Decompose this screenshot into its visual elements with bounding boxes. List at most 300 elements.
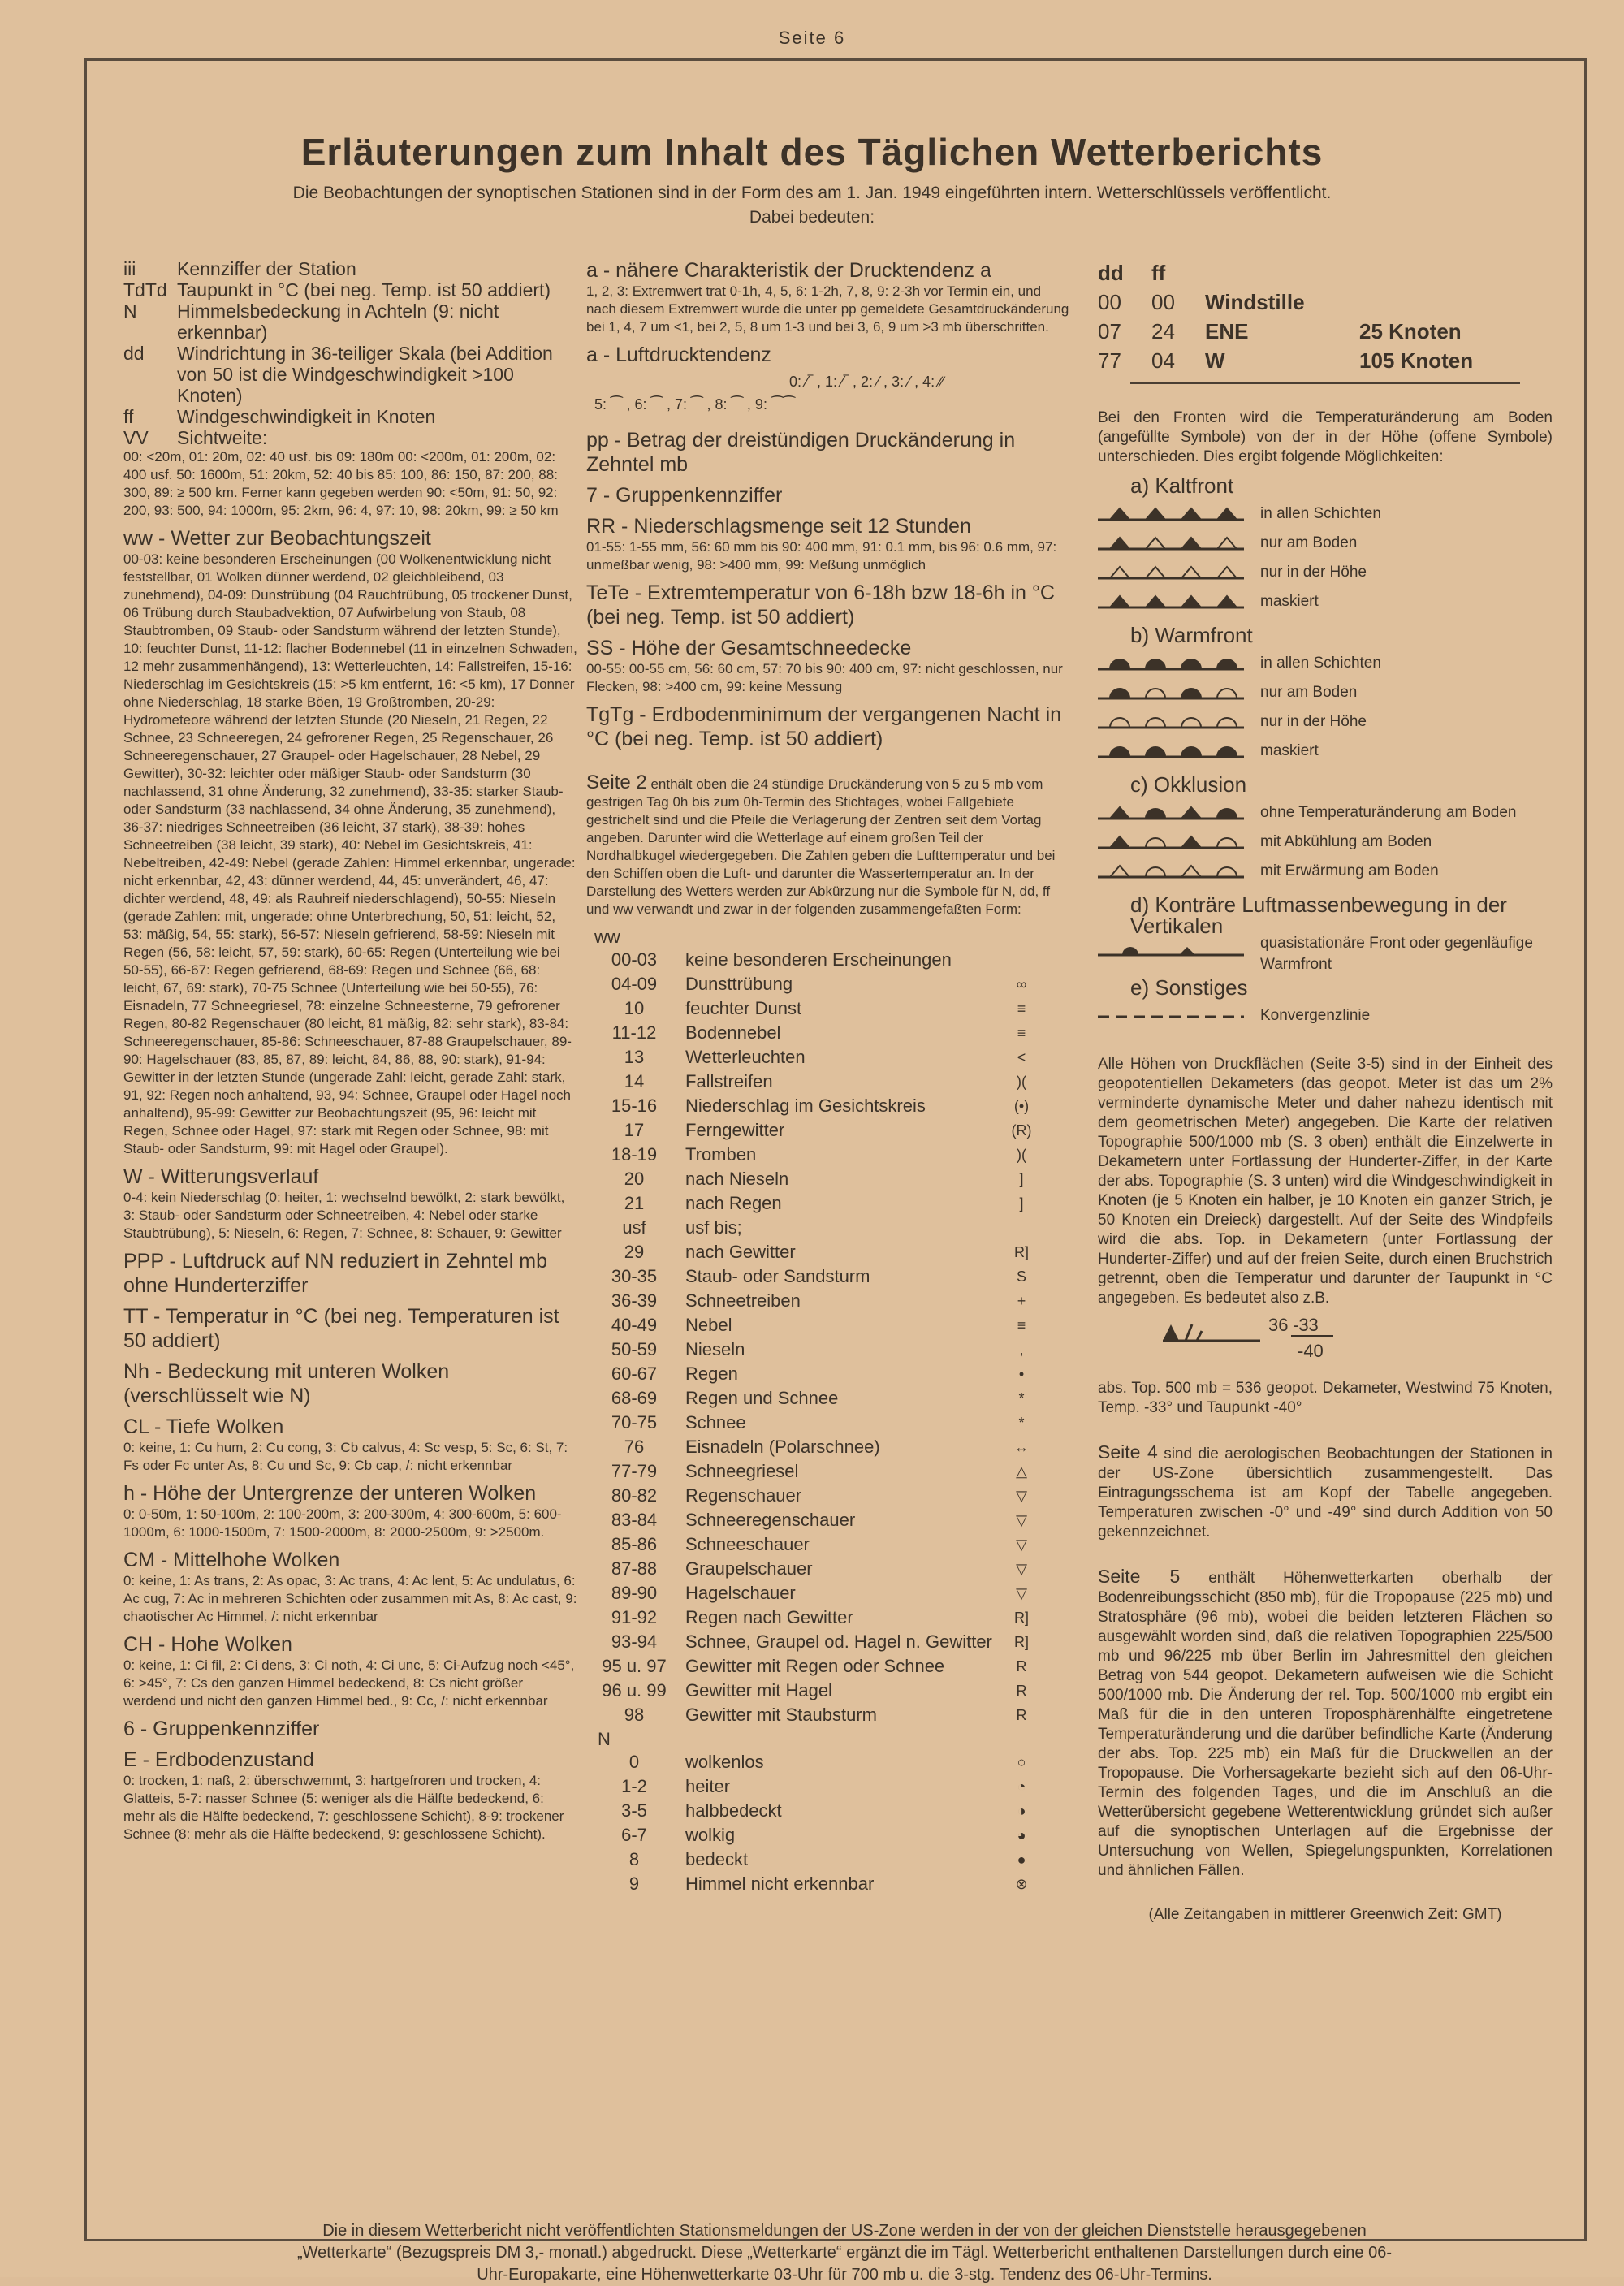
table-row <box>586 1703 1041 1727</box>
code-cell: 60-67 <box>611 1363 658 1384</box>
code-cell: 3-5 <box>621 1800 647 1821</box>
meaning-cell: bedeckt <box>685 1849 749 1869</box>
code-desc: Windrichtung in 36-teiliger Skala (bei Addition von 50 ist die Windgeschwindigkeit >100 Knoten) <box>177 343 553 406</box>
example-minus40: -40 <box>1298 1341 1324 1361</box>
table-row <box>586 1847 1041 1872</box>
kontraer-heading: d) Konträre Luftmassenbewegung in der Vertikalen <box>1130 892 1507 938</box>
symbol-cell: ≡ <box>1017 1025 1026 1041</box>
w-heading: W - Witterungsverlauf <box>123 1165 319 1188</box>
front-row <box>1098 828 1553 857</box>
n-label: N <box>598 1729 611 1749</box>
code-desc: Kennziffer der Station <box>177 258 356 279</box>
table-row <box>586 1337 1041 1362</box>
table-row <box>586 1240 1041 1264</box>
middle-column <box>586 258 1073 1896</box>
code-key: TdTd <box>123 279 167 300</box>
meaning-cell: Fallstreifen <box>685 1071 773 1091</box>
front-row <box>1098 857 1553 886</box>
front-label: nur in der Höhe <box>1260 713 1367 730</box>
table-row <box>586 1021 1041 1045</box>
w-head: Witterungsverlauf <box>160 1165 319 1188</box>
code-cell: 95 u. 97 <box>602 1656 667 1676</box>
front-row <box>1098 558 1553 587</box>
meaning-cell: heiter <box>685 1776 731 1796</box>
seven-text: Gruppenkennziffer <box>615 484 783 507</box>
code-cell: 10 <box>624 998 645 1018</box>
meaning-cell: Schnee <box>685 1412 746 1433</box>
ff-head: ff <box>1151 261 1166 285</box>
front-label: nur in der Höhe <box>1260 564 1367 581</box>
dd-cell: 77 <box>1098 348 1121 373</box>
ppp-heading: PPP - Luftdruck auf NN reduziert in Zehntel mb ohne Hunderterziffer <box>123 1250 548 1297</box>
meaning-cell: halbbedeckt <box>685 1800 782 1821</box>
table-row <box>586 1191 1041 1216</box>
code-desc: Taupunkt in °C (bei neg. Temp. ist 50 addiert) <box>177 279 551 300</box>
dd-cell: 07 <box>1098 319 1121 344</box>
a-text: 1, 2, 3: Extremwert trat 0-1h, 4, 5, 6: 1-2h, 7, 8, 9: 2-3h vor Termin ein, und nach diesem Extremwert wurde die unter pp gemeldete Gesamtdruckänderung bei 1, 4, 7 um <1, bei 2, 5, 8 um 1-3 und bei 3, 6, 9 um >3 mb überschritten. <box>586 283 1069 335</box>
symbol-cell: R] <box>1014 1244 1029 1260</box>
code-cell: 89-90 <box>611 1583 658 1603</box>
ww-label: ww <box>594 927 620 947</box>
code-cell: 85-86 <box>611 1534 658 1554</box>
code-cell: 14 <box>624 1071 645 1091</box>
code-cell: 21 <box>624 1193 645 1213</box>
meaning-cell: Ferngewitter <box>685 1120 785 1140</box>
front-row <box>1098 798 1553 828</box>
symbol-cell <box>1002 948 1041 972</box>
code-cell: 6-7 <box>621 1825 647 1845</box>
tt-heading: TT - Temperatur in °C (bei neg. Temperaturen ist 50 addiert) <box>123 1305 559 1352</box>
code-key: iii <box>123 258 136 279</box>
front-symbol <box>1098 741 1244 762</box>
meaning-cell: Regen <box>685 1363 738 1384</box>
meaning-cell: Eisnadeln (Polarschnee) <box>685 1437 880 1457</box>
symbol-cell: < <box>1017 1049 1026 1065</box>
code-cell: 13 <box>624 1047 645 1067</box>
code-cell: 9 <box>628 1873 640 1894</box>
table-row <box>586 1750 1041 1774</box>
konvergenz-row <box>1098 1001 1553 1031</box>
nh-text: Bedeckung mit unteren Wolken (verschlüsselt wie N) <box>123 1360 450 1407</box>
divider <box>1130 382 1520 384</box>
code-cell: 11-12 <box>611 1022 657 1043</box>
meaning-cell: Schneetreiben <box>685 1290 801 1311</box>
front-symbol <box>1098 533 1244 554</box>
symbol-cell: △ <box>1016 1463 1027 1480</box>
a-sym-head: Luftdrucktendenz <box>615 344 771 366</box>
okklusion-list <box>1098 798 1553 886</box>
table-row <box>586 1386 1041 1411</box>
symbol-cell: (R) <box>1011 1122 1032 1139</box>
code-cell: 50-59 <box>611 1339 658 1359</box>
pressure-tendency-symbols <box>586 367 1041 416</box>
ppp-text: Luftdruck auf NN reduziert in Zehntel mb ohne Hunderterziffer <box>123 1250 548 1297</box>
front-symbol <box>1098 653 1244 674</box>
code-cell: 76 <box>624 1437 645 1457</box>
table-row <box>586 1045 1041 1070</box>
symbol-cell: ≡ <box>1017 1000 1026 1017</box>
e-head: Erdbodenzustand <box>154 1748 314 1771</box>
table-row <box>586 1313 1041 1337</box>
example-36: 36 <box>1268 1315 1289 1335</box>
table-row <box>586 1070 1041 1094</box>
code-desc: Himmelsbedeckung in Achteln (9: nicht erkennbar) <box>177 300 499 343</box>
front-symbol <box>1098 711 1244 732</box>
symbol-cell: ◕ <box>1017 1827 1026 1843</box>
tgtg-text: Erdbodenminimum der vergangenen Nacht in °C (bei neg. Temp. ist 50 addiert) <box>586 703 1062 750</box>
meaning-cell: Regen nach Gewitter <box>685 1607 853 1627</box>
table-row <box>586 1679 1041 1703</box>
hoehen-text: Alle Höhen von Druckflächen (Seite 3-5) sind in der Einheit des geopotentiellen Dekameters (das geopot. Meter ist das um 2% verminderte dynamische Meter und daher nahezu identisch mit dem geometrischen Meter) angegeben. Die Karte der relativen Topographie 500/1000 mb (S. 3 oben) enthält die Einzelwerte in Dekametern unter Fortlassung der Hunderter-Ziffer, in der Karte der abs. Topographie (S. 3 unten) wird die Windgeschwindigkeit in Knoten (je 5 Knoten ein halber, je 10 Knoten ein ganzer Strich, je 50 Knoten ein Dreieck) dargestellt. Auf der Seite des Windpfeils wird die abs. Top. in Dekametern (unter Fortlassung der Hunderter-Ziffer) und auf der freien Seite, durch einen Bruchstrich getrennt, oben die Temperatur und darunter der Taupunkt in °C angegeben. Es bedeutet also z.B. <box>1098 1056 1553 1307</box>
seite4-head: Seite 4 <box>1098 1441 1158 1463</box>
symbol-cell: * <box>1018 1415 1025 1431</box>
meaning-cell: Niederschlag im Gesichtskreis <box>685 1095 926 1116</box>
meaning-cell: Regenschauer <box>685 1485 802 1506</box>
tgtg-heading: TgTg - Erdbodenminimum der vergangenen Nacht in °C (bei neg. Temp. ist 50 addiert) <box>586 703 1062 750</box>
seite4-paragraph <box>1098 1442 1553 1542</box>
table-row <box>586 1167 1041 1191</box>
meaning-cell: usf bis; <box>685 1217 742 1238</box>
table-row <box>586 1362 1041 1386</box>
symbol-cell: R <box>1016 1658 1027 1675</box>
symbol-cell: R <box>1016 1707 1027 1723</box>
tete-heading: TeTe - Extremtemperatur von 6-18h bzw 18-6h in °C (bei neg. Temp. ist 50 addiert) <box>586 581 1055 629</box>
symbol-cell: (•) <box>1013 1098 1030 1114</box>
gmt-note: (Alle Zeitangaben in mittlerer Greenwich Zeit: GMT) <box>1148 1906 1502 1923</box>
ww-table <box>586 948 1041 1727</box>
rr-heading: RR - Niederschlagsmenge seit 12 Stunden <box>586 515 971 538</box>
meaning-cell: nach Nieseln <box>685 1169 789 1189</box>
meaning-cell: Regen und Schnee <box>685 1388 839 1408</box>
meaning-cell: Schnee, Graupel od. Hagel n. Gewitter <box>685 1631 992 1652</box>
meaning-cell: Dunsttrübung <box>685 974 793 994</box>
front-row <box>1098 737 1553 766</box>
code-cell: 77-79 <box>611 1461 658 1481</box>
table-row <box>586 1411 1041 1435</box>
front-symbol <box>1098 832 1244 853</box>
symbol-cell: , <box>1019 1342 1024 1358</box>
symbol-cell: ] <box>1019 1195 1024 1212</box>
code-cell: 0 <box>628 1752 640 1772</box>
table-row <box>586 1459 1041 1484</box>
front-row <box>1098 678 1553 707</box>
pp-text: Betrag der dreistündigen Druckänderung in Zehntel mb <box>586 429 1016 476</box>
h-text: 0: 0-50m, 1: 50-100m, 2: 100-200m, 3: 200-300m, 4: 300-600m, 5: 600-1000m, 6: 1000-1500m, 7: 1500-2000m, 8: 2000-2500m, 9: >2500m. <box>123 1506 562 1540</box>
code-cell: 70-75 <box>611 1412 658 1433</box>
cm-heading: CM - Mittelhohe Wolken <box>123 1549 340 1571</box>
code-key: dd <box>123 343 145 364</box>
code-cell: usf <box>622 1217 646 1238</box>
meaning-cell: Graupelschauer <box>685 1558 813 1579</box>
dd-cell: 105 Knoten <box>1359 348 1474 373</box>
kaltfront-heading: a) Kaltfront <box>1130 473 1234 498</box>
warmfront-heading: b) Warmfront <box>1130 623 1253 647</box>
h-heading: h - Höhe der Untergrenze der unteren Wolken <box>123 1482 537 1505</box>
symbol-cell: ▽ <box>1016 1488 1027 1504</box>
code-key: ff <box>123 406 134 427</box>
table-row <box>586 948 1041 972</box>
symbol-cell: ↔ <box>1014 1439 1029 1455</box>
table-row <box>586 1289 1041 1313</box>
symbol-cell: ▽ <box>1016 1585 1027 1601</box>
fronts-intro: Bei den Fronten wird die Temperaturänderung am Boden (angefüllte Symbole) von der in der Höhe (offene Symbole) unterschieden. Dies ergibt folgende Möglichkeiten: <box>1098 409 1553 465</box>
code-row <box>123 427 578 448</box>
meaning-cell: Schneeregenschauer <box>685 1510 856 1530</box>
table-row <box>586 1823 1041 1847</box>
meaning-cell: feuchter Dunst <box>685 998 802 1018</box>
e-heading: E - Erdbodenzustand <box>123 1748 314 1771</box>
front-label: maskiert <box>1260 593 1319 610</box>
konvergenz-symbol <box>1098 1005 1244 1026</box>
table-row <box>586 1872 1041 1896</box>
table-row <box>586 1508 1041 1532</box>
example-minus33: -33 <box>1293 1315 1319 1335</box>
table-row <box>586 1799 1041 1823</box>
front-label: ohne Temperaturänderung am Boden <box>1260 804 1517 821</box>
symbol-cell: ○ <box>1017 1754 1026 1770</box>
code-row <box>123 258 578 279</box>
front-row <box>1098 529 1553 558</box>
code-list <box>123 258 578 448</box>
quasi-front-label: quasistationäre Front oder gegenläufige Warmfront <box>1260 935 1533 973</box>
ss-head: Höhe der Gesamtschneedecke <box>631 637 912 659</box>
front-label: in allen Schichten <box>1260 505 1381 522</box>
symbol-cell: ≡ <box>1017 1317 1026 1333</box>
symbol-cell: ∞ <box>1016 976 1027 992</box>
code-cell: 18-19 <box>611 1144 658 1165</box>
meaning-cell: Tromben <box>685 1144 757 1165</box>
front-row <box>1098 707 1553 737</box>
code-cell: 83-84 <box>611 1510 658 1530</box>
table-row <box>586 1630 1041 1654</box>
front-symbol <box>1098 503 1244 525</box>
symbol-cell: )( <box>1017 1147 1026 1163</box>
h-head: Höhe der Untergrenze der unteren Wolken <box>153 1482 537 1505</box>
code-cell: 93-94 <box>611 1631 658 1652</box>
symbol-cell: ● <box>1017 1852 1026 1868</box>
seite2-text: enthält oben die 24 stündige Druckänderung von 5 zu 5 mb vom gestrigen Tag 0h bis zum 0h-Termin des Stichtages, wobei Fallgebiete gestrichelt sind und die Pfeile die Verlagerung der Zentren seit dem Vortag angeben. Darunter wird die Wetterlage auf einem großen Teil der Nordhalbkugel wiedergegeben. Die Zahlen geben die Lufttemperatur und bei den Schiffen oben die Luft- und darunter die Wassertemperatur an. In der Darstellung des Wetters werden zur Abkürzung nur die Symbole für N, dd, ff und ww verwandt und zwar in der folgenden zusammengefaßten Form: <box>586 776 1056 917</box>
meaning-cell: wolkenlos <box>685 1752 764 1772</box>
konvergenz-label: Konvergenzlinie <box>1260 1007 1371 1024</box>
front-symbol <box>1098 802 1244 823</box>
code-row <box>123 343 578 406</box>
code-cell: 8 <box>628 1849 640 1869</box>
symbol-cell: • <box>1018 1366 1025 1382</box>
symbol-cell: R <box>1016 1683 1027 1699</box>
front-row <box>1098 499 1553 529</box>
intro-line-2: Dabei bedeuten: <box>749 208 875 227</box>
meaning-cell: Himmel nicht erkennbar <box>685 1873 875 1894</box>
cl-text: 0: keine, 1: Cu hum, 2: Cu cong, 3: Cb calvus, 4: Sc vesp, 5: Sc, 6: St, 7: Fs oder Fc unter As, 8: Cu und Sc, 9: Cb cap, /: nicht erkennbar <box>123 1440 568 1473</box>
meaning-cell: Nebel <box>685 1315 732 1335</box>
table-row <box>586 972 1041 996</box>
dd-cell: 00 <box>1151 290 1175 314</box>
ww-head: Wetter zur Beobachtungszeit <box>171 527 431 550</box>
symbol-cell: ▽ <box>1016 1536 1027 1553</box>
cl-heading: CL - Tiefe Wolken <box>123 1415 284 1438</box>
symbol-cell: R] <box>1014 1634 1029 1650</box>
cm-text: 0: keine, 1: As trans, 2: As opac, 3: Ac trans, 4: Ac lent, 5: Ac undulatus, 6: Ac cug, 7: Ac in mehreren Schichten oder zusammen mit As, 8: Ac cast, 9: chaotischer Ac Himmel, /: nicht erkennbar <box>123 1573 577 1624</box>
meaning-cell: Bodennebel <box>685 1022 781 1043</box>
table-row <box>586 1118 1041 1143</box>
symbol-cell <box>1002 1216 1041 1240</box>
e-text: 0: trocken, 1: naß, 2: überschwemmt, 3: hartgefroren und trocken, 4: Glatteis, 5-7: nasser Schnee (5: weniger als die Hälfte bedeckend, 6: mehr als die Hälfte bedeckend, 7: geschlossene Schicht), 8-9: trockener Schnee (8: mehr als die Hälfte bedeckend, 9: geschlossene Schicht). <box>123 1773 564 1842</box>
front-row <box>1098 587 1553 616</box>
svg-text:5: ⁀ , 6: ⁀ , 7: ⁀ , 8: ⁀ , 9:: 5: ⁀ , 6: ⁀ , 7: ⁀ , 8: ⁀ , 9: ⁀⁀ <box>594 396 795 413</box>
symbol-cell: ◔ <box>1017 1778 1026 1795</box>
seite2-paragraph <box>586 771 1073 918</box>
table-row <box>586 1094 1041 1118</box>
front-label: mit Erwärmung am Boden <box>1260 862 1439 879</box>
meaning-cell: Schneeschauer <box>685 1534 810 1554</box>
meaning-cell: nach Gewitter <box>685 1242 796 1262</box>
svg-text:0: ⁄‾ , 1: ⁄‾ , 2: ⁄ , 3: ⁄ ,: 0: ⁄‾ , 1: ⁄‾ , 2: ⁄ , 3: ⁄ , 4: ∕∕ <box>789 374 944 390</box>
ch-text: 0: keine, 1: Ci fil, 2: Ci dens, 3: Ci noth, 4: Ci unc, 5: Ci-Aufzug noch <45°, 6: >45°, 7: Cs den ganzen Himmel bedeckend, 8: Cs nicht größer werdend und nicht den ganzen Himmel bed., 9: Cc, /: nicht erkennbar <box>123 1657 575 1709</box>
front-label: nur am Boden <box>1260 684 1358 701</box>
front-symbol <box>1098 682 1244 703</box>
front-symbol <box>1098 562 1244 583</box>
page-title: Erläuterungen zum Inhalt des Täglichen Wetterberichts <box>300 131 1324 173</box>
table-row <box>586 1532 1041 1557</box>
table-row <box>586 996 1041 1021</box>
table-row <box>586 1581 1041 1605</box>
code-desc: Windgeschwindigkeit in Knoten <box>177 406 436 427</box>
kaltfront-list <box>1098 499 1553 616</box>
table-row <box>586 1216 1041 1240</box>
meaning-cell: keine besonderen Erscheinungen <box>685 949 952 970</box>
code-cell: 87-88 <box>611 1558 658 1579</box>
dd-ff-table <box>1098 258 1553 375</box>
code-cell: 68-69 <box>611 1388 658 1408</box>
vv-text: 00: <20m, 01: 20m, 02: 40 usf. bis 09: 180m 00: <200m, 01: 200m, 02: 400 usf. 50: 1600m, 51: 20km, 52: 40 bis 85: 100, 86: 150, 87: 200, 88: 300, 89: ≥ 500 km. Ferner kann gegeben werden 90: <50m, 91: 50, 92: 200, 93: 500, 94: 1000m, 95: 2km, 96: 4, 97: 10, 98: 20km, 99: ≥ 50 km <box>123 449 559 518</box>
code-row <box>123 300 578 343</box>
right-column <box>1098 258 1553 1925</box>
seite5-head: Seite 5 <box>1098 1566 1181 1587</box>
wind-example-symbol <box>1147 1308 1439 1373</box>
table-row <box>586 1654 1041 1679</box>
table-row <box>586 1484 1041 1508</box>
meaning-cell: Gewitter mit Hagel <box>685 1680 832 1700</box>
code-row <box>123 406 578 427</box>
table-row <box>586 1264 1041 1289</box>
code-desc: Sichtweite: <box>177 427 268 448</box>
six-text: Gruppenkennziffer <box>153 1718 320 1740</box>
dd-cell: 04 <box>1151 348 1175 373</box>
warmfront-list <box>1098 649 1553 766</box>
dd-cell: Windstille <box>1205 290 1305 314</box>
a-sym-heading: a - Luftdrucktendenz <box>586 344 771 366</box>
front-symbol <box>1098 591 1244 612</box>
front-label: maskiert <box>1260 742 1319 759</box>
rr-head: Niederschlagsmenge seit 12 Stunden <box>633 515 971 538</box>
table-row <box>586 1605 1041 1630</box>
sonstiges-heading: e) Sonstiges <box>1130 975 1248 1000</box>
meaning-cell: Hagelschauer <box>685 1583 796 1603</box>
code-cell: 00-03 <box>611 949 658 970</box>
symbol-cell: )( <box>1017 1074 1026 1090</box>
code-cell: 30-35 <box>611 1266 658 1286</box>
code-cell: 80-82 <box>611 1485 658 1506</box>
seite5-text: enthält Höhenwetterkarten oberhalb der Bodenreibungsschicht (850 mb), für die Tropopause (225 mb) und Stratosphäre (96 mb), wobei die beiden letzteren Flächen so ausgewählt worden sind, daß die relativen Topographien 225/500 mb und 96/225 mb über Berlin im Jahresmittel den gleichen Betrag von 544 geopot. Dekametern aufweisen wie die Schicht 500/1000 mb. Die Änderung der rel. Top. 500/1000 mb ergibt ein Maß für die in den unteren Troposphärenhälfte eingetretene Temperaturänderung und die darüber befindliche Karte (Änderung der abs. Top. 225 mb) ein Maß für die Druckwellen an der Tropopause. Die Vorhersagekarte bezieht sich auf den 06-Uhr-Termin des folgenden Tages, und die im Anschluß an die Wetterübersicht gegebene Wetterentwicklung gründet sich außer auf die synoptischen Unterlagen auf die Ergebnisse der Untersuchung von Wellen, Spiegelungspunkten, Korrelationen und ähnlichen Fällen. <box>1098 1570 1553 1879</box>
page-number: Seite 6 <box>778 28 846 48</box>
ss-text: 00-55: 00-55 cm, 56: 60 cm, 57: 70 bis 90: 400 cm, 97: nicht geschlossen, nur Flecken, 98: >400 cm, 99: keine Messung <box>586 661 1063 694</box>
front-row <box>1098 649 1553 678</box>
example-text: abs. Top. 500 mb = 536 geopot. Dekameter, Westwind 75 Knoten, Temp. -33° und Taupunkt -40° <box>1098 1380 1553 1416</box>
dd-cell: 25 Knoten <box>1359 319 1462 344</box>
tt-text: Temperatur in °C (bei neg. Temperaturen ist 50 addiert) <box>123 1305 559 1352</box>
seven-heading: 7 - Gruppenkennziffer <box>586 484 783 507</box>
dd-head: dd <box>1098 261 1124 285</box>
symbol-cell: + <box>1017 1293 1026 1309</box>
pp-heading: pp - Betrag der dreistündigen Druckänderung in Zehntel mb <box>586 429 1016 476</box>
symbol-cell: ▽ <box>1016 1512 1027 1528</box>
symbol-cell: ⊗ <box>1015 1876 1028 1892</box>
dd-cell: 24 <box>1151 319 1175 344</box>
cl-head: Tiefe Wolken <box>166 1415 284 1438</box>
tete-text: Extremtemperatur von 6-18h bzw 18-6h in °C (bei neg. Temp. ist 50 addiert) <box>586 581 1055 629</box>
ww-heading: ww - Wetter zur Beobachtungszeit <box>123 527 431 550</box>
ss-heading: SS - Höhe der Gesamtschneedecke <box>586 637 912 659</box>
dd-cell: W <box>1205 348 1225 373</box>
meaning-cell: Schneegriesel <box>685 1461 799 1481</box>
code-cell: 91-92 <box>611 1607 658 1627</box>
w-text: 0-4: kein Niederschlag (0: heiter, 1: wechselnd bewölkt, 2: stark bewölkt, 3: Staub- oder Sandsturm oder Schneetreiben, 4: Nebel oder starke Staubtrübung), 5: Nieseln, 6: Regen, 7: Schnee, 8: Schauer, 9: Gewitter <box>123 1190 565 1241</box>
symbol-cell: S <box>1016 1268 1026 1285</box>
table-row <box>586 1435 1041 1459</box>
symbol-cell: ▽ <box>1016 1561 1027 1577</box>
ch-heading: CH - Hohe Wolken <box>123 1633 292 1656</box>
seite5-paragraph <box>1098 1566 1553 1881</box>
ch-head: Hohe Wolken <box>171 1633 292 1656</box>
front-symbol <box>1098 861 1244 882</box>
a-head: nähere Charakteristik der Drucktendenz a <box>615 259 991 282</box>
dd-cell: ENE <box>1205 319 1249 344</box>
seite2-head: Seite 2 <box>586 771 647 793</box>
code-row <box>123 279 578 300</box>
table-row <box>586 1143 1041 1167</box>
meaning-cell: Staub- oder Sandsturm <box>685 1266 870 1286</box>
quasistationary-front-row <box>1098 935 1553 973</box>
okklusion-heading: c) Okklusion <box>1130 772 1247 797</box>
a-heading: a - nähere Charakteristik der Drucktendenz a <box>586 259 991 282</box>
code-cell: 96 u. 99 <box>602 1680 667 1700</box>
nh-heading: Nh - Bedeckung mit unteren Wolken (verschlüsselt wie N) <box>123 1360 450 1407</box>
ww-text: 00-03: keine besonderen Erscheinungen (00 Wolkenentwicklung nicht feststellbar, 01 Wolken dünner werdend, 02 gleichbleibend, 03 zunehmend), 04-09: Dunstrübung (04 Rauchtrübung, 05 trockener Dunst, 06 Trübung durch Staubadvektion, 07 Aufwirbelung von Staub, 08 Staubtromben, 09 Staub- oder Sandsturm während der letzten Stunde), 10: feuchter Dunst, 11-12: flacher Bodennebel (11 in einzelnen Schwaden, 12 mehr zusammenhängend), 13: Wetterleuchten, 14: Fallstreifen, 15-16: Niederschlag im Gesichtskreis (15: >5 km entfernt, 16: <5 km), 17 Donner ohne Niederschlag, 18 starke Böen, 19 Großtromben, 20-29: Hydrometeore während der letzten Stunde (20 Nieseln, 21 Regen, 22 Schnee, 23 Schneeregen, 24 gefrorener Regen, 25 Regenschauer, 26 Schneeregenschauer, 27 Graupel- oder Hagelschauer, 28 Nebel, 29 Gewitter), 30-32: leichter oder mäßiger Staub- oder Sandsturm (30 nachlassend, 31 ohne Änderung, 32 zunehmend), 33-35: starker Staub- oder Sandsturm (33 nachlassend, 34 ohne Änderung, 35 zunehmend), 36-37: niedriges Schneetreiben (36 leicht, 37 stark), 38-39: hohes Schneetreiben (38 leicht, 39 stark), 40: Nebel im Gesichtskreis, 41: Nebeltreiben, 42-49: Nebel (gerade Zahlen: Himmel erkennbar, ungerade: nicht erkennbar, 42, 43: dünner werdend, 44, 45: unverändert, 46, 47: dichter werdend, 48, 49: als Rauhreif niederschlagend), 50-55: Nieseln (gerade Zahlen: mit, ungerade: ohne Unterbrechung, 50, 51: leicht, 52, 53: mäßig, 54, 55: stark), 56-57: Nieseln gefrierend, 58-59: Nieseln mit Regen (56, 58: leicht, 57, 59: stark), 60-65: Regen (Unterteilung wie bei 50-55), 66-67: Regen gefrierend, 68-69: Regen und Schnee (66, 68: leicht, 67, 69: stark), 70-75 Schnee (Unterteilung wie bei 50-55), 76: Eisnadeln, 77 Schneegriesel, 78: einzelne Schneesterne, 79 gefrorener Regen, 80-82 Regenschauer (80 leicht, 81 mäßig, 82: sehr stark), 83-84: Schneeregenschauer, 85-86: Schneeschauer, 87-88 Graupelschauer, 89-90: Hagelschauer (83, 85, 87, 89: leicht, 84, 86, 88, 90: stark), 91-94: Gewitter in der letzten Stunde (ungerade Zahl: leicht, gerade Zahl: stark, 91, 92: Regen noch anhaltend, 93, 94: Schnee, Graupel oder Hagel noch anhaltend), 95-99: Gewitter zur Beobachtungszeit (95, 96: leicht mit Regen, Schnee oder Hagel, 97: stark mit Regen oder Schnee, 98: mit Staub- oder Sandsturm, 99: mit Hagel oder Graupel). <box>123 551 577 1156</box>
symbol-cell: ◑ <box>1017 1803 1026 1819</box>
quasi-front-symbol <box>1098 944 1244 965</box>
front-label: in allen Schichten <box>1260 655 1381 672</box>
code-key: VV <box>123 427 149 448</box>
meaning-cell: Gewitter mit Staubsturm <box>685 1705 877 1725</box>
code-cell: 1-2 <box>621 1776 647 1796</box>
six-heading: 6 - Gruppenkennziffer <box>123 1718 320 1740</box>
code-cell: 36-39 <box>611 1290 658 1311</box>
symbol-cell: * <box>1018 1390 1025 1407</box>
code-cell: 29 <box>624 1242 645 1262</box>
footer-note: Die in diesem Wetterbericht nicht veröffentlichten Stationsmeldungen der US-Zone werden in der von der gleichen Dienststelle herausgegebenen „Wetterkarte“ (Bezugspreis DM 3,- monatl.) abgedruckt. Diese „Wetterkarte“ ergänzt die im Tägl. Wetterbericht enthaltenen Darstellungen durch eine 06-Uhr-Europakarte, eine Höhenwetterkarte 03-Uhr für 700 mb u. die 3-stg. Tendenz des 06-Uhr-Termins. <box>296 2222 1393 2284</box>
code-cell: 15-16 <box>611 1095 658 1116</box>
front-label: mit Abkühlung am Boden <box>1260 833 1432 850</box>
table-row <box>586 1774 1041 1799</box>
meaning-cell: Nieseln <box>685 1339 745 1359</box>
code-cell: 04-09 <box>611 974 658 994</box>
rr-text: 01-55: 1-55 mm, 56: 60 mm bis 90: 400 mm, 91: 0.1 mm, bis 96: 0.6 mm, 97: unmeßbar wenig, 98: >400 mm, 99: Meßung unmöglich <box>586 539 1057 573</box>
front-label: nur am Boden <box>1260 534 1358 551</box>
meaning-cell: Wetterleuchten <box>685 1047 806 1067</box>
n-table <box>586 1750 1041 1896</box>
dd-cell: 00 <box>1098 290 1121 314</box>
symbol-cell: R] <box>1014 1610 1029 1626</box>
